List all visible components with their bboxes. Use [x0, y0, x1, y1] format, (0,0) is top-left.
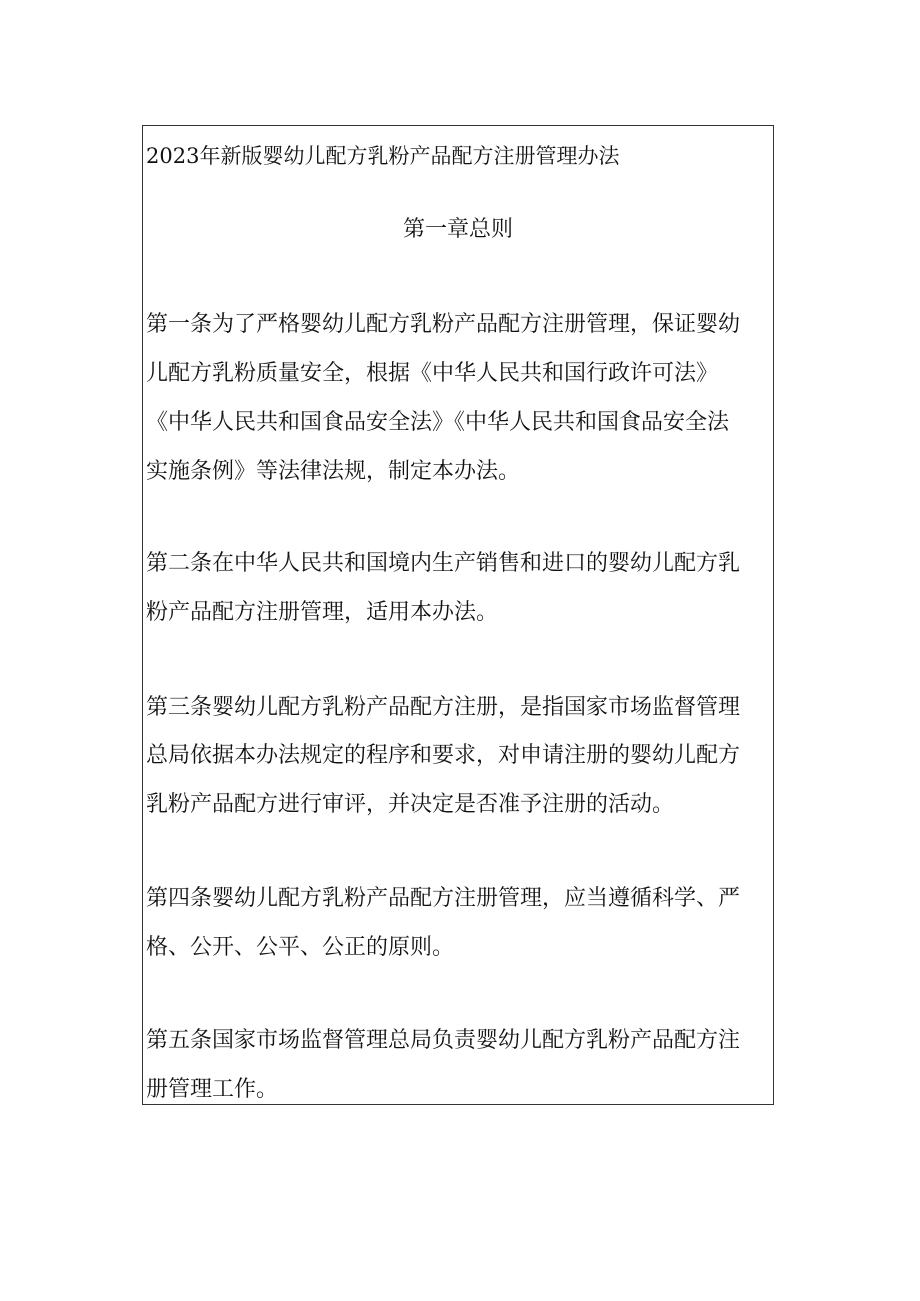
- article-3-line-1: 第三条婴幼儿配方乳粉产品配方注册，是指国家市场监督管理: [146, 695, 741, 720]
- article-2-line-1: 第二条在中华人民共和国境内生产销售和进口的婴幼儿配方乳: [146, 551, 741, 576]
- article-1-line-1: 第一条为了严格婴幼儿配方乳粉产品配方注册管理，保证婴幼: [146, 312, 741, 337]
- chapter-heading-text: 第一章总则: [402, 217, 513, 242]
- chapter-heading: [0, 219, 920, 241]
- article-1-line-2: 儿配方乳粉质量安全，根据《中华人民共和国行政许可法》: [146, 361, 719, 386]
- article-1-line-3: 《中华人民共和国食品安全法》《中华人民共和国食品安全法: [146, 410, 730, 435]
- article-2-line-2: 粉产品配方注册管理，适用本办法。: [146, 600, 499, 625]
- article-4-line-2: 格、公开、公平、公正的原则。: [146, 935, 455, 960]
- article-3-line-2: 总局依据本办法规定的程序和要求，对申请注册的婴幼儿配方: [146, 743, 741, 768]
- article-4-line-1: 第四条婴幼儿配方乳粉产品配方注册管理，应当遵循科学、严: [146, 886, 741, 911]
- article-1-line-4: 实施条例》等法律法规，制定本办法。: [146, 459, 521, 484]
- article-5-line-2: 册管理工作。: [146, 1077, 279, 1102]
- article-3-line-3: 乳粉产品配方进行审评，并决定是否准予注册的活动。: [146, 792, 675, 817]
- document-title: 2023年新版婴幼儿配方乳粉产品配方注册管理办法: [146, 144, 620, 168]
- article-5-line-1: 第五条国家市场监督管理总局负责婴幼儿配方乳粉产品配方注: [146, 1028, 741, 1053]
